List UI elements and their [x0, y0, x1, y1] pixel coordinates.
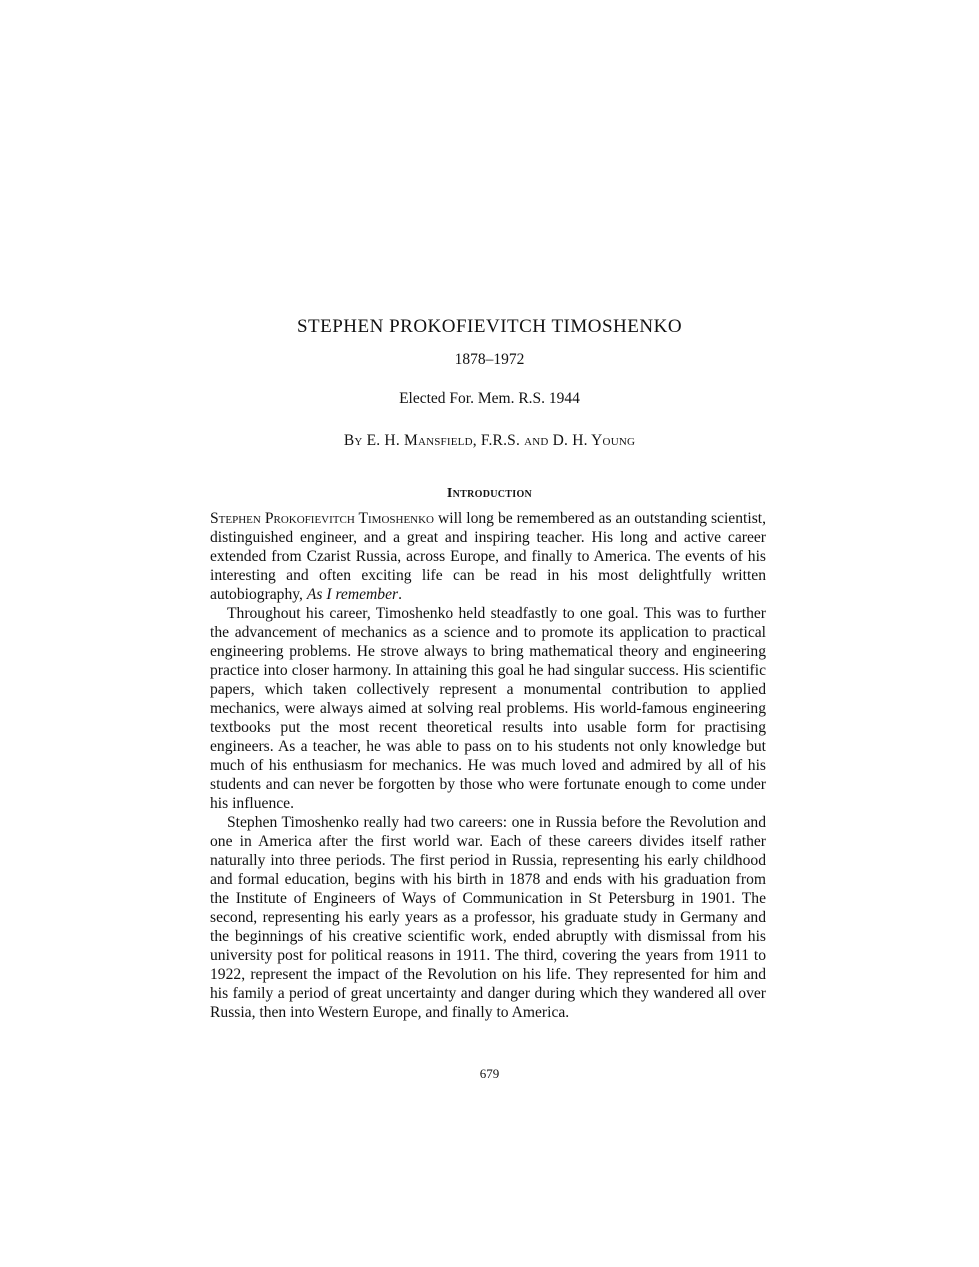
byline-author-2: D. H. Young [552, 432, 636, 449]
page-number: 679 [479, 1066, 500, 1081]
memoir-title: STEPHEN PROKOFIEVITCH TIMOSHENKO [296, 316, 683, 337]
paragraph-1-end: . [398, 586, 402, 603]
book-title: As I remember [306, 586, 399, 603]
author-byline [0, 432, 979, 450]
election-note: Elected For. Mem. R.S. 1944 [399, 390, 580, 407]
paragraph-1-text: will long be remembered as an outstanding scientist, distinguished engineer, and a great and inspiring teacher. His long and active career extended from Czarist Russia, across Europe, and finally to America. The events of his interesting and often exciting life can be read in his most delightfully written autobiography, [210, 510, 766, 603]
paragraph-2: Throughout his career, Timoshenko held steadfastly to one goal. This was to further the advancement of mechanics as a science and to promote its application to practical engineering problems. He strove always to bring mathematical theory and engineering practice into closer harmony. In attaining this goal he had singular success. His scientific papers, which taken collectively represent a monumental contribution to applied mechanics, were always aimed at solving real problems. His world-famous engineering textbooks put the most recent theoretical results into usable form for practising engineers. As a teacher, he was able to pass on to his students not only knowledge but much of his enthusiasm for mechanics. He was much loved and admired by all of his students and can never be forgotten by those who were fortunate enough to come under his influence. [210, 605, 766, 812]
byline-by: By [343, 432, 363, 449]
body-text [210, 509, 766, 1022]
byline-and: and [524, 432, 549, 449]
paragraph-3: Stephen Timoshenko really had two careers: one in Russia before the Revolution and one in America after the first world war. Each of these careers divides itself rather naturally into three periods. The first period in Russia, representing his early childhood and formal education, begins with his birth in 1878 and ends with his graduation from the Institute of Engineers of Ways of Communication in St Petersburg in 1901. The second, representing his early years as a professor, his graduate study in Germany and the beginnings of his creative scientific work, ended abruptly with dismissal from his university post for political reasons in 1911. The third, covering the years from 1911 to 1922, represent the impact of the Revolution on his life. They represented for him and his family a period of great uncertainty and danger during which they wandered all over Russia, then into Western Europe, and finally to America. [210, 814, 766, 1021]
paragraph-1 [210, 509, 766, 604]
byline-author-1-suffix: , F.R.S. [472, 432, 521, 449]
section-heading: Introduction [446, 486, 533, 501]
life-dates: 1878–1972 [454, 351, 525, 368]
byline-author-1: E. H. Mansfield [366, 432, 473, 449]
paragraph-1-lead: Stephen Prokofievitch Timoshenko [210, 510, 434, 527]
